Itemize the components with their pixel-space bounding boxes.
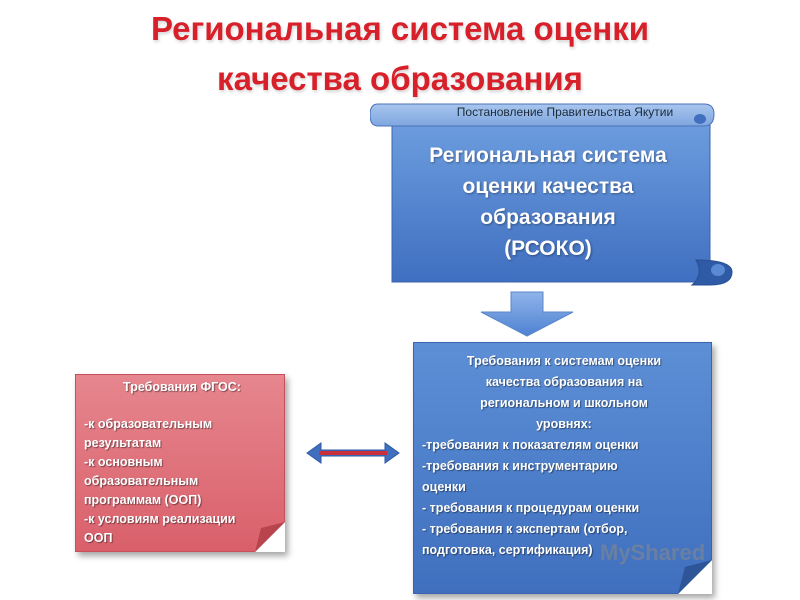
requirements-item: -требования к показателям оценки (422, 438, 639, 452)
fgos-item: -к образовательным (84, 417, 213, 431)
scroll-caption: Постановление Правительства Якутии (456, 105, 674, 119)
fgos-item: образовательным (84, 474, 199, 488)
title-line-1: Региональная система оценки (150, 10, 650, 47)
fgos-item: программам (ООП) (84, 493, 202, 507)
requirements-item: оценки (422, 480, 466, 494)
slide-title (0, 4, 800, 104)
fgos-item: -к условиям реализации (84, 512, 236, 526)
scroll-line-4: (РСОКО) (504, 237, 592, 260)
scroll-line-1: Региональная система (429, 144, 667, 167)
fgos-heading: Требования ФГОС: (123, 380, 241, 394)
fgos-item: результатам (84, 436, 162, 450)
fgos-text (84, 378, 280, 548)
watermark-logo: MyShared (600, 540, 706, 565)
fgos-spacer (84, 397, 280, 415)
requirements-text (422, 351, 706, 561)
requirements-item: -требования к инструментарию (422, 459, 618, 473)
requirements-heading-line: Требования к системам оценки (466, 354, 662, 368)
requirements-item: подготовка, сертификация) (422, 543, 593, 557)
double-arrow-icon (305, 440, 401, 466)
requirements-heading-line: уровнях: (536, 417, 592, 431)
scroll-line-2: оценки качества (462, 175, 634, 198)
requirements-heading-line: региональном и школьном (480, 396, 648, 410)
requirements-heading-line: качества образования на (485, 375, 643, 389)
requirements-item: - требования к экспертам (отбор, (422, 522, 628, 536)
down-arrow-icon (478, 290, 576, 338)
scroll-body (398, 140, 698, 264)
fgos-item: -к основным (84, 455, 163, 469)
fgos-requirements-box (75, 374, 285, 552)
scroll-line-3: образования (480, 206, 616, 229)
fgos-item: ООП (84, 531, 113, 545)
requirements-item: - требования к процедурам оценки (422, 501, 640, 515)
rsoko-scroll (370, 100, 740, 290)
title-line-2: качества образования (217, 60, 583, 97)
